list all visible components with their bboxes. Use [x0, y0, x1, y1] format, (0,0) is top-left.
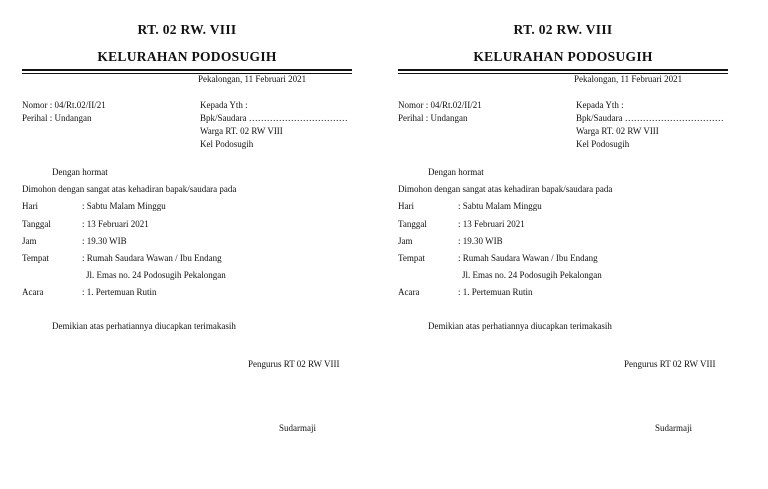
recipient-warga: Warga RT. 02 RW VIII: [200, 126, 283, 136]
detail-value-tanggal: : 13 Februari 2021: [82, 219, 149, 229]
letter-date: Pekalongan, 11 Februari 2021: [198, 74, 307, 84]
letter-date: Pekalongan, 11 Februari 2021: [574, 74, 683, 84]
invitation-letter-right: [398, 0, 728, 489]
recipient-warga: Warga RT. 02 RW VIII: [576, 126, 659, 136]
detail-label-hari: Hari: [398, 201, 414, 211]
header-rule-thick: [398, 69, 728, 71]
closing-text: Demikian atas perhatiannya diucapkan terimakasih: [52, 321, 236, 331]
letter-perihal: Perihal : Undangan: [398, 113, 468, 123]
detail-label-tempat: Tempat: [22, 253, 49, 263]
detail-value-tempat: : Rumah Saudara Wawan / Ibu Endang: [458, 253, 598, 263]
detail-value-address: Jl. Emas no. 24 Podosugih Pekalongan: [86, 270, 226, 280]
invitation-letter-left: [22, 0, 352, 489]
recipient-kel: Kel Podosugih: [200, 139, 254, 149]
detail-label-tanggal: Tanggal: [22, 219, 51, 229]
detail-value-jam: : 19.30 WIB: [82, 236, 127, 246]
detail-value-acara: : 1. Pertemuan Rutin: [82, 287, 157, 297]
letter-header-kelurahan: KELURAHAN PODOSUGIH: [97, 49, 277, 64]
detail-value-tanggal: : 13 Februari 2021: [458, 219, 525, 229]
detail-label-tempat: Tempat: [398, 253, 425, 263]
detail-value-tempat: : Rumah Saudara Wawan / Ibu Endang: [82, 253, 222, 263]
intro-text: Dimohon dengan sangat atas kehadiran bapak/saudara pada: [398, 184, 613, 194]
detail-value-acara: : 1. Pertemuan Rutin: [458, 287, 533, 297]
detail-value-hari: : Sabtu Malam Minggu: [458, 201, 542, 211]
letter-header-rt: RT. 02 RW. VIII: [513, 22, 613, 37]
letter-header-kelurahan: KELURAHAN PODOSUGIH: [473, 49, 653, 64]
detail-label-jam: Jam: [22, 236, 37, 246]
recipient-kel: Kel Podosugih: [576, 139, 630, 149]
detail-label-tanggal: Tanggal: [398, 219, 427, 229]
detail-label-acara: Acara: [398, 287, 420, 297]
recipient-kepada: Kepada Yth :: [200, 100, 248, 110]
salutation: Dengan hormat: [52, 167, 108, 177]
pengurus-label: Pengurus RT 02 RW VIII: [624, 359, 716, 369]
recipient-bpk: Bpk/Saudara ……………………………: [576, 113, 724, 123]
letter-nomor: Nomor : 04/Rt.02/II/21: [398, 100, 482, 110]
intro-text: Dimohon dengan sangat atas kehadiran bapak/saudara pada: [22, 184, 237, 194]
detail-value-address: Jl. Emas no. 24 Podosugih Pekalongan: [462, 270, 602, 280]
signer-name: Sudarmaji: [655, 423, 692, 433]
pengurus-label: Pengurus RT 02 RW VIII: [248, 359, 340, 369]
detail-label-hari: Hari: [22, 201, 38, 211]
letter-perihal: Perihal : Undangan: [22, 113, 92, 123]
salutation: Dengan hormat: [428, 167, 484, 177]
detail-value-hari: : Sabtu Malam Minggu: [82, 201, 166, 211]
letter-header-rt: RT. 02 RW. VIII: [137, 22, 237, 37]
detail-label-acara: Acara: [22, 287, 44, 297]
closing-text: Demikian atas perhatiannya diucapkan terimakasih: [428, 321, 612, 331]
header-rule-thick: [22, 69, 352, 71]
recipient-bpk: Bpk/Saudara ……………………………: [200, 113, 348, 123]
recipient-kepada: Kepada Yth :: [576, 100, 624, 110]
detail-label-jam: Jam: [398, 236, 413, 246]
detail-value-jam: : 19.30 WIB: [458, 236, 503, 246]
letter-nomor: Nomor : 04/Rt.02/II/21: [22, 100, 106, 110]
signer-name: Sudarmaji: [279, 423, 316, 433]
